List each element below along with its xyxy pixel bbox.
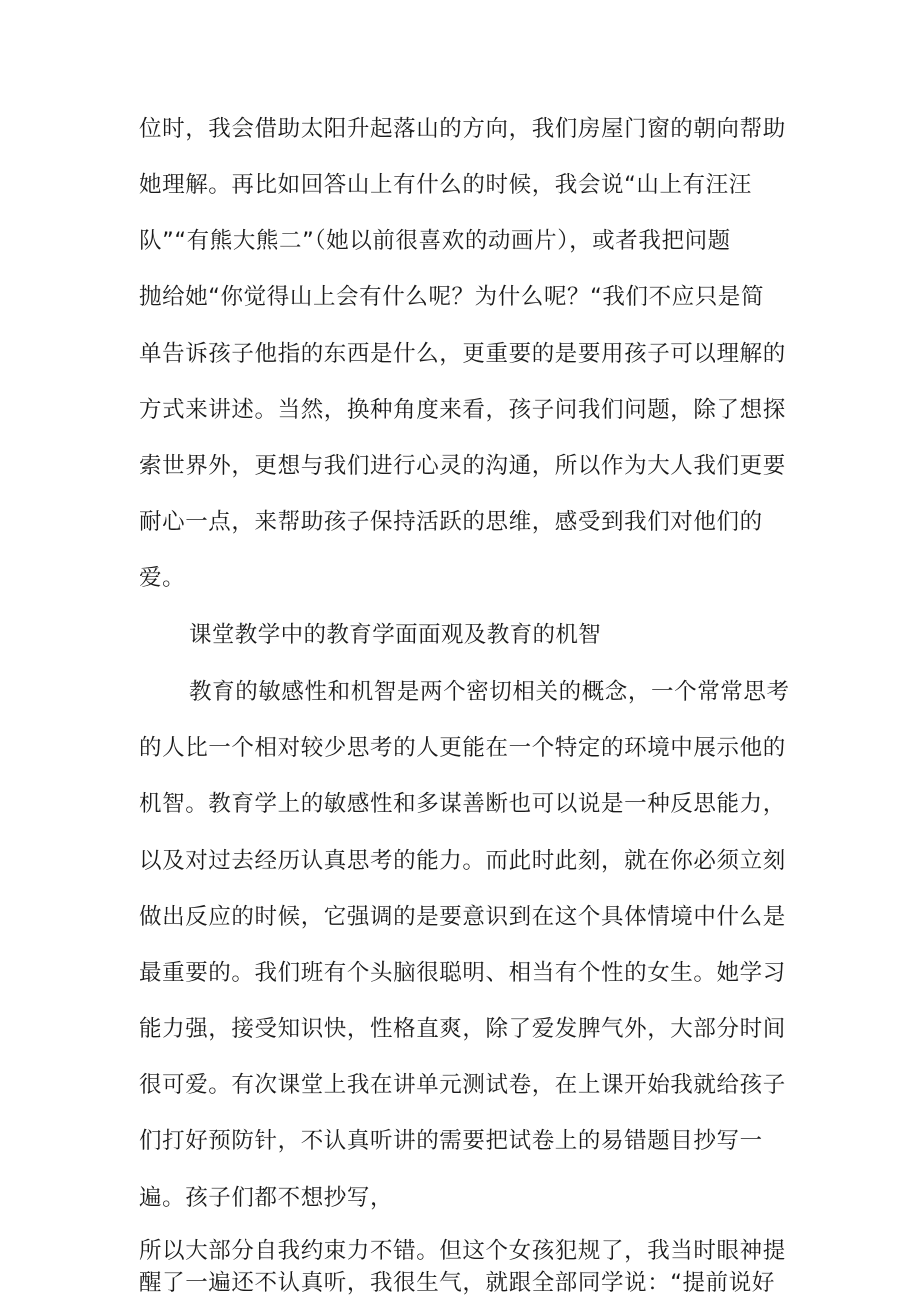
- paragraph-1-line-8: 耐心一点，来帮助孩子保持活跃的思维，感受到我们对他们的: [139, 509, 763, 535]
- paragraph-1-line-2: 她理解。再比如回答山上有什么的时候，我会说“山上有汪汪: [139, 172, 752, 198]
- paragraph-2-line-1: 教育的敏感性和机智是两个密切相关的概念，一个常常思考: [189, 679, 790, 705]
- paragraph-1-line-5: 单告诉孩子他指的东西是什么，更重要的是要用孩子可以理解的: [139, 341, 786, 367]
- paragraph-1-line-7: 索世界外，更想与我们进行心灵的沟通，所以作为大人我们更要: [139, 453, 786, 479]
- paragraph-2-line-7: 能力强，接受知识快，性格直爽，除了爱发脾气外，大部分时间: [139, 1016, 786, 1042]
- paragraph-2-line-2: 的人比一个相对较少思考的人更能在一个特定的环境中展示他的: [139, 735, 786, 761]
- paragraph-3-line-1: 所以大部分自我约束力不错。但这个女孩犯规了，我当时眼神提: [139, 1238, 786, 1264]
- paragraph-1-line-4: 抛给她“你觉得山上会有什么呢？为什么呢？“我们不应只是简: [139, 284, 765, 310]
- paragraph-2-line-8: 很可爱。有次课堂上我在讲单元测试卷，在上课开始我就给孩子: [139, 1072, 786, 1098]
- paragraph-2-line-4: 以及对过去经历认真思考的能力。而此时此刻，就在你必须立刻: [139, 848, 786, 874]
- paragraph-2-line-9: 们打好预防针，不认真听讲的需要把试卷上的易错题目抄写一: [139, 1128, 763, 1154]
- section-heading: 课堂教学中的教育学面面观及教育的机智: [189, 622, 602, 648]
- paragraph-1-line-1: 位时，我会借助太阳升起落山的方向，我们房屋门窗的朝向帮助: [139, 116, 786, 142]
- paragraph-1-line-9: 爱。: [139, 565, 186, 591]
- paragraph-2-line-10: 遍。孩子们都不想抄写，: [139, 1185, 394, 1211]
- paragraph-2-line-6: 最重要的。我们班有个头脑很聪明、相当有个性的女生。她学习: [139, 960, 786, 986]
- paragraph-1-line-3: 队”“有熊大熊二”（她以前很喜欢的动画片），或者我把问题: [139, 228, 731, 254]
- paragraph-2-line-5: 做出反应的时候，它强调的是要意识到在这个具体情境中什么是: [139, 904, 786, 930]
- paragraph-1-line-6: 方式来讲述。当然，换种角度来看，孩子问我们问题，除了想探: [139, 397, 786, 423]
- paragraph-3-line-2: 醒了一遍还不认真听，我很生气，就跟全部同学说：“提前说好: [139, 1270, 775, 1296]
- paragraph-2-line-3: 机智。教育学上的敏感性和多谋善断也可以说是一种反思能力，: [139, 791, 786, 817]
